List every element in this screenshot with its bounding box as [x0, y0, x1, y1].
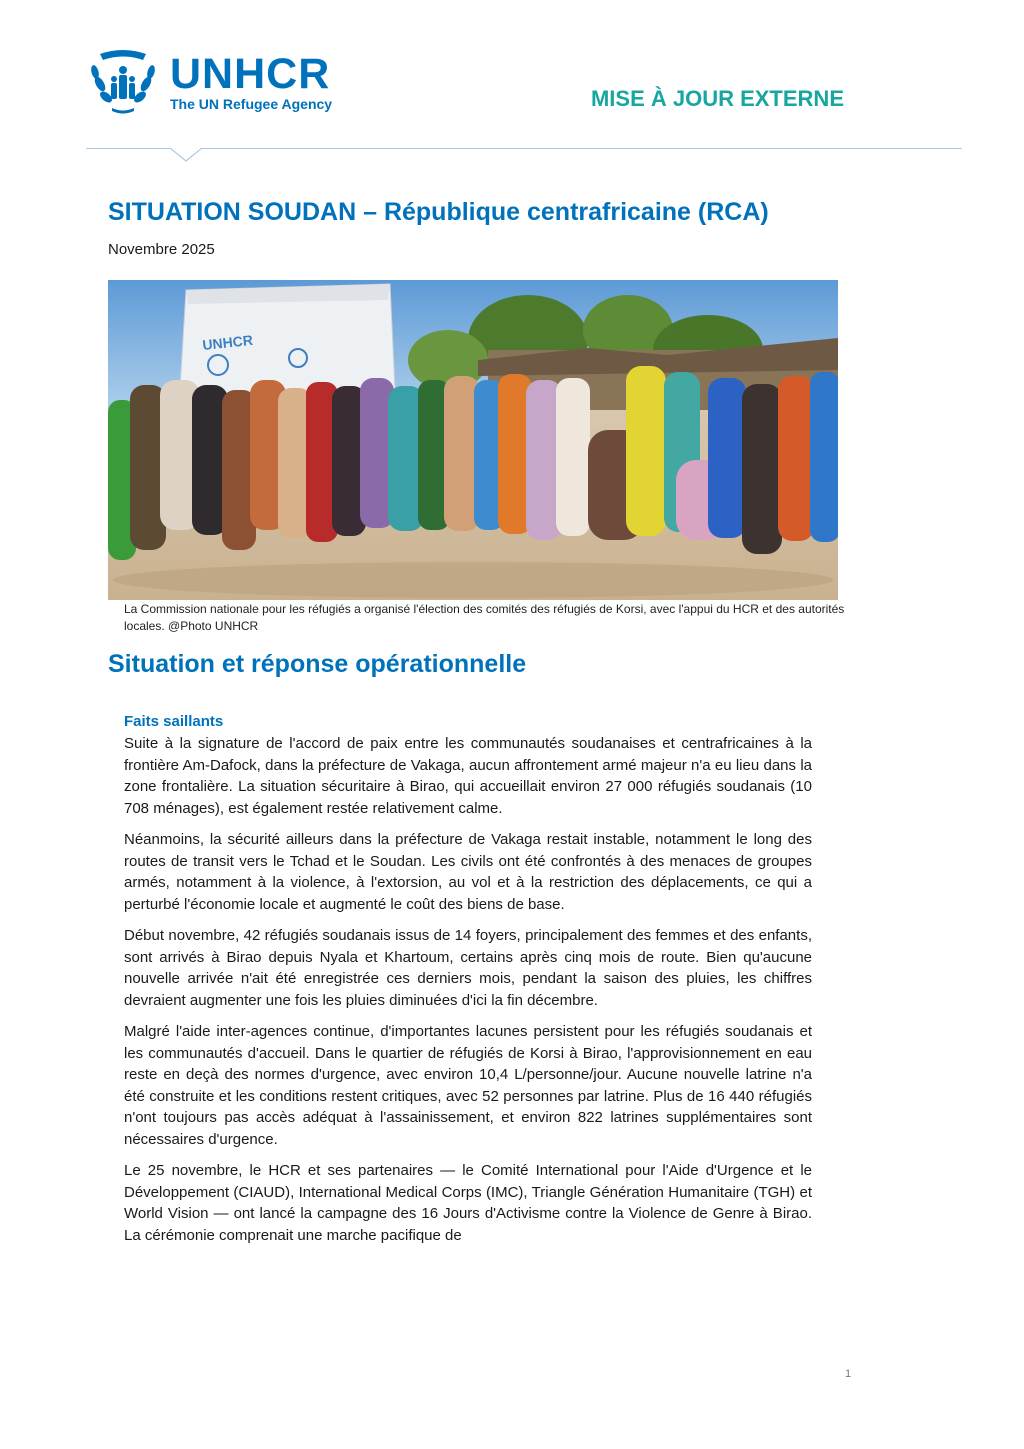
highlights-body	[124, 733, 812, 1256]
paragraph: Le 25 novembre, le HCR et ses partenaires — le Comité International pour l'Aide d'Urgence et le Développement (CIAUD), International Medical Corps (IMC), Triangle Génération Humanitaire (TGH) et World Vision — ont lancé la campagne des 16 Jours d'Activisme contre la Violence de Genre à Birao. La cérémonie comprenait une marche pacifique de	[124, 1162, 812, 1244]
paragraph: Malgré l'aide inter-agences continue, d'importantes lacunes persistent pour les réfugiés soudanais et les communautés d'accueil. Dans le quartier de réfugiés de Korsi à Birao, l'approvisionnement en eau reste en deçà des normes d'urgence, avec environ 10,4 L/personne/jour. Aucune nouvelle latrine n'a été construite et les conditions restent critiques, avec 52 personnes par latrine. Plus de 16 440 réfugiés n'ont toujours pas accès adéquat à l'assainissement, et environ 822 latrines supplémentaires sont nécessaires d'urgence.	[124, 1023, 812, 1148]
paragraph: Début novembre, 42 réfugiés soudanais issus de 14 foyers, principalement des femmes et des enfants, sont arrivés à Birao depuis Nyala et Khartoum, certains après cinq mois de route. Bien qu'aucune nouvelle arrivée n'ait été enregistrée ces derniers mois, pendant la saison des pluies, les chiffres devraient augmenter une fois les pluies diminuées d'ici la fin décembre.	[124, 927, 812, 1009]
unhcr-emblem-icon	[86, 50, 160, 114]
logo-wordmark: UNHCR	[170, 50, 331, 98]
document-title: SITUATION SOUDAN – République centrafricaine (RCA)	[108, 198, 769, 226]
logo-tagline: The UN Refugee Agency	[170, 96, 333, 112]
paragraph: Suite à la signature de l'accord de paix entre les communautés soudanaises et centrafricaines à la frontière Am-Dafock, dans la préfecture de Vakaga, aucun affrontement armé majeur n'a eu lieu dans la zone frontalière. La situation sécuritaire à Birao, qui accueillait environ 27 000 réfugiés soudanais (10 708 ménages), est également restée relativement calme.	[124, 735, 812, 817]
cover-photo	[108, 280, 838, 600]
header-divider	[86, 148, 962, 149]
highlights-heading: Faits saillants	[124, 713, 224, 730]
unhcr-logo	[86, 50, 356, 116]
tarp-banner-text: UNHCR	[201, 331, 254, 353]
document-type-label: MISE À JOUR EXTERNE	[590, 86, 844, 111]
document-date: Novembre 2025	[108, 241, 215, 258]
chevron-down-icon	[170, 148, 202, 162]
photo-caption: La Commission nationale pour les réfugiés a organisé l'élection des comités des réfugiés de Korsi, avec l'appui du HCR et des autorités locales. @Photo UNHCR	[124, 602, 845, 633]
section-title: Situation et réponse opérationnelle	[108, 650, 527, 678]
refugees-queue-photo	[108, 280, 838, 600]
paragraph: Néanmoins, la sécurité ailleurs dans la préfecture de Vakaga restait instable, notamment le long des routes de transit vers le Tchad et le Soudan. Les civils ont été confrontés à des menaces de groupes armés, notamment à la violence, à l'extorsion, au vol et à la restriction des déplacements, ce qui a perturbé l'économie locale et augmenté le coût des biens de base.	[124, 831, 812, 913]
page-number: 1	[845, 1368, 852, 1380]
